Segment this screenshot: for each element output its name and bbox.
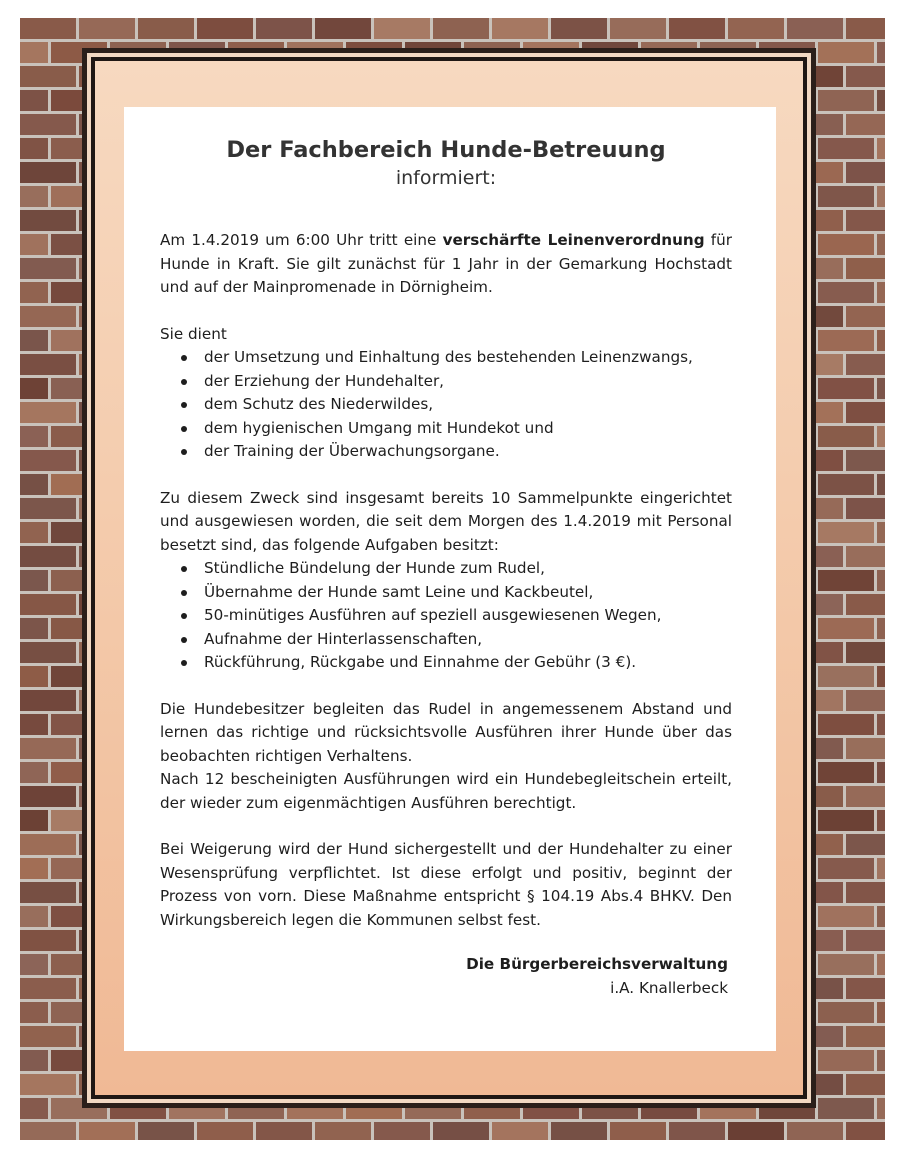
notice-sheet xyxy=(124,107,776,1051)
paragraph-leash-regulation: Am 1.4.2019 um 6:00 Uhr tritt eine verschärfte Leinenverordnung für Hunde in Kraft. Sie gilt zunächst für 1 Jahr in der Gemarkung Hochstadt und auf der Mainpromenade in Dörnigheim. xyxy=(160,231,732,296)
list-item: dem hygienischen Umgang mit Hundekot und xyxy=(181,417,732,441)
notice-subtitle: informiert: xyxy=(395,167,497,189)
frame-peach-border xyxy=(95,61,803,1095)
list-item: 50-minütiges Ausführen auf speziell ausgewiesenen Wegen, xyxy=(181,604,732,628)
notice-title: Der Fachbereich Hunde-Betreuung xyxy=(226,137,666,163)
list-item: Rückführung, Rückgabe und Einnahme der Gebühr (3 €). xyxy=(181,651,732,675)
tasks-list xyxy=(160,557,732,675)
list-item: der Erziehung der Hundehalter, xyxy=(181,370,732,394)
paragraph-collection-points: Zu diesem Zweck sind insgesamt bereits 10 Sammelpunkte eingerichtet und ausgewiesen worden, die seit dem Morgen des 1.4.2019 mit Personal besetzt sind, das folgende Aufgaben besitzt: xyxy=(160,488,732,554)
list-item: Übernahme der Hunde samt Leine und Kackbeutel, xyxy=(181,581,732,605)
purposes-list xyxy=(160,346,732,464)
paragraph-refusal: Bei Weigerung wird der Hund sichergestellt und der Hundehalter zu einer Wesensprüfung verpflichtet. Ist diese erfolgt und positiv, beginnt der Prozess von vorn. Diese Maßnahme entspricht § 104.19 Abs.4 BHKV. Den Wirkungsbereich legen die Kommunen selbst fest. xyxy=(160,840,732,929)
emphasis-regulation: verschärfte Leinenverordnung xyxy=(442,231,705,249)
decorative-frame xyxy=(82,48,816,1108)
signature-block xyxy=(160,953,732,1000)
paragraph-certificate: Nach 12 bescheinigten Ausführungen wird ein Hundebegleitschein erteilt, der wieder zum eigenmächtigen Ausführen berechtigt. xyxy=(160,770,732,812)
list-item: der Umsetzung und Einhaltung des bestehenden Leinenzwangs, xyxy=(181,346,732,370)
list-item: Aufnahme der Hinterlassenschaften, xyxy=(181,628,732,652)
paragraph-owners: Die Hundebesitzer begleiten das Rudel in angemessenem Abstand und lernen das richtige und rücksichtsvolle Ausführen ihrer Hunde über das beobachten richtigen Verhaltens. xyxy=(160,699,732,765)
list-item: Stündliche Bündelung der Hunde zum Rudel, xyxy=(181,557,732,581)
purposes-intro: Sie dient xyxy=(160,324,227,343)
list-item: der Training der Überwachungsorgane. xyxy=(181,440,732,464)
signature-name: i.A. Knallerbeck xyxy=(610,978,728,997)
signature-organization: Die Bürgerbereichsverwaltung xyxy=(466,955,728,973)
list-item: dem Schutz des Niederwildes, xyxy=(181,393,732,417)
